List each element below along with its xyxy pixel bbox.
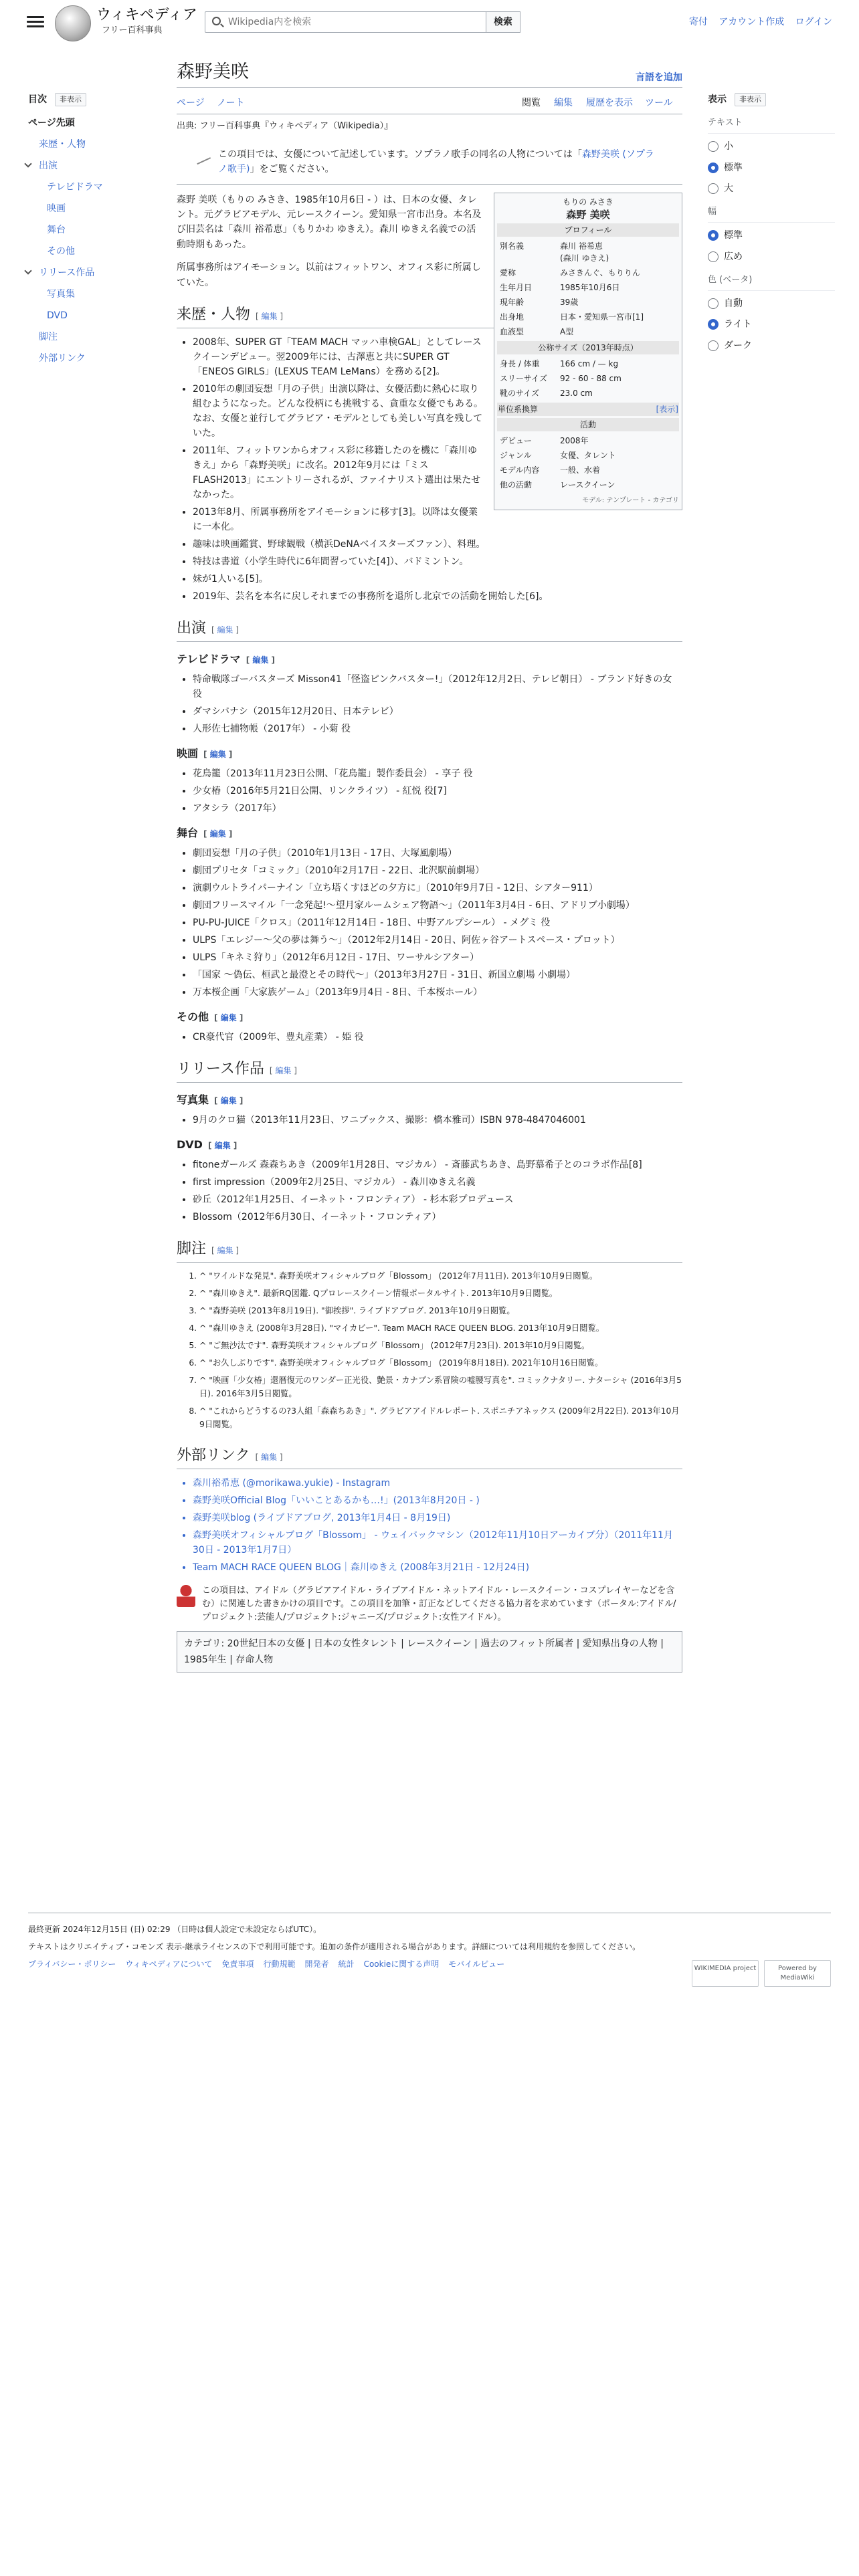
tab-tools[interactable]: ツール xyxy=(645,98,673,108)
movie-list xyxy=(193,766,682,816)
tab-edit[interactable]: 編集 xyxy=(554,98,573,108)
dvd-item: • first impression（2009年2月25日、マジカル） - 森川ゆきえ名義 xyxy=(193,1175,682,1190)
infobox-key: モデル内容 xyxy=(500,465,540,475)
chevron-down-icon[interactable] xyxy=(24,267,31,275)
footer-link[interactable]: ウィキペディアについて xyxy=(125,1959,213,1969)
infobox-row xyxy=(497,356,679,371)
infobox-row xyxy=(497,386,679,401)
stage-item: • ULPS「エレジー〜父の夢は舞う〜」（2012年2月14日 - 20日、阿佐ヶ谷アートスペース・プロット） xyxy=(193,933,682,948)
donate-link[interactable]: 寄付 xyxy=(688,17,708,27)
infobox-value: レースクイーン xyxy=(560,479,615,490)
photo-list xyxy=(193,1113,682,1128)
wikimedia-badge[interactable]: WIKIMEDIA project xyxy=(692,1960,759,1987)
search-input[interactable] xyxy=(228,12,489,32)
infobox-value: 1985年10月6日 xyxy=(560,282,620,292)
footer-link[interactable]: 免責事項 xyxy=(221,1959,254,1969)
other-list xyxy=(193,1030,682,1045)
radio-label: 自動 xyxy=(724,298,743,309)
bio-item: • 2008年、SUPER GT「TEAM MACH マッハ車検GAL」としてレースクイーンデビュー。翌2009年には、古澤恵と共にSUPER GT「ENEOS GIRLS」(LEXUS TEAM LeMans）を務める[2]。 xyxy=(193,335,682,379)
stage-item: • ULPS「キネミ狩り」（2012年6月12日 - 17日、ワーサルシアター） xyxy=(193,950,682,965)
toc-hide-button[interactable]: 非表示 xyxy=(55,93,86,106)
section-heading: 脚注 [ 編集 ] xyxy=(177,1238,682,1263)
infobox-key: 身長 / 体重 xyxy=(500,358,540,368)
radio-label: 小 xyxy=(724,141,733,152)
stage-item: • 劇団プリセタ「コミック」（2010年2月17日 - 22日、北沢駅前劇場） xyxy=(193,863,682,878)
footer-link[interactable]: Cookieに関する声明 xyxy=(363,1959,440,1969)
infobox-value: 2008年 xyxy=(560,435,589,445)
toc-item-ext[interactable]: 外部リンク xyxy=(39,353,86,364)
article-content xyxy=(177,59,682,1673)
ext-item[interactable]: • 森野美咲オフィシャルブログ「Blossom」 - ウェイバックマシン（2012年11月10日アーカイブ分）（2011年11月30日 - 2013年1月7日） xyxy=(193,1528,682,1558)
movie-item: • 花鳥籠（2013年11月23日公開、「花鳥籠」製作委員会） - 享子 役 xyxy=(193,766,682,781)
search-box[interactable] xyxy=(205,11,486,33)
infobox-key: 愛称 xyxy=(500,267,516,278)
infobox-value: みさきんぐ、もりりん xyxy=(560,267,640,278)
appearance-panel xyxy=(708,92,835,359)
wordmark-subtitle: フリー百科事典 xyxy=(102,25,163,35)
infobox-section: プロフィール xyxy=(497,223,679,237)
wordmark-title[interactable]: ウィキペディア xyxy=(96,7,197,23)
movie-item: • 少女椿（2016年5月21日公開、リンクライツ） - 紅悦 役[7] xyxy=(193,784,682,798)
notes-item: 2. ^ "森川ゆきえ". 最新RQ図鑑. Qプロレースクイーン情報ポータルサイト. 2013年10月9日閲覧。 xyxy=(199,1287,682,1300)
bio-item: • 2013年8月、所属事務所をアイモーションに移す[3]。以降は女優業に一本化。 xyxy=(193,505,682,534)
radio-text-small[interactable] xyxy=(708,141,719,152)
radio-color-auto[interactable] xyxy=(708,298,719,309)
toc-item-release[interactable]: リリース作品 xyxy=(39,267,95,279)
bio-item: • 特技は書道（小学生時代に6年間習っていた[4]）、バドミントン。 xyxy=(193,554,682,569)
color-label: 色 (ベータ) xyxy=(708,274,835,291)
infobox-key: ジャンル xyxy=(500,450,532,460)
infobox-row xyxy=(497,280,679,295)
toc-item-photo[interactable]: 写真集 xyxy=(47,289,75,300)
subsection-heading: テレビドラマ [ 編集 ] xyxy=(177,652,276,665)
infobox xyxy=(494,193,682,510)
references-list xyxy=(199,1269,682,1431)
bio-item: • 2019年、芸名を本名に戻しそれまでの事務所を退所し北京での活動を開始した[6]。 xyxy=(193,589,682,604)
radio-text-standard[interactable] xyxy=(708,163,719,173)
ext-item[interactable]: • 森野美咲blog (ライブドアブログ, 2013年1月4日 - 8月19日) xyxy=(193,1511,682,1525)
dvd-list xyxy=(193,1158,682,1224)
notes-item: 6. ^ "お久しぶりです". 森野美咲オフィシャルブログ「Blossom」 (2019年8月18日). 2021年10月16日閲覧。 xyxy=(199,1356,682,1370)
radio-color-light[interactable] xyxy=(708,319,719,330)
photo-item: • 9月のクロ猫（2013年11月23日、ワニブックス、撮影：橋本雅司）ISBN 978-4847046001 xyxy=(193,1113,682,1128)
toc-item-dvd[interactable]: DVD xyxy=(47,310,68,322)
edit-link[interactable]: 編集 xyxy=(209,749,226,759)
infobox-value: 166 cm / — kg xyxy=(560,358,619,368)
site-header xyxy=(0,0,859,44)
stage-item: • 「国家 〜偽伝、桓武と最澄とその時代〜」（2013年3月27日 - 31日、新国立劇場 小劇場） xyxy=(193,968,682,982)
radio-label: 広め xyxy=(724,251,743,262)
toc-item-stage[interactable]: 舞台 xyxy=(47,225,66,236)
text-size-label: テキスト xyxy=(708,116,835,134)
section-heading: 外部リンク [ 編集 ] xyxy=(177,1444,682,1469)
wikipedia-logo[interactable] xyxy=(55,5,91,41)
infobox-ruby: もりの みさき xyxy=(563,197,613,207)
login-link[interactable]: ログイン xyxy=(795,17,832,27)
dvd-item: • 砂丘（2012年1月25日、イーネット・フロンティア） - 杉本彩プロデュース xyxy=(193,1192,682,1207)
movie-item: • アタシラ（2017年） xyxy=(193,801,682,816)
infobox-row xyxy=(497,295,679,310)
toc-item-movie[interactable]: 映画 xyxy=(47,203,66,215)
page-footer xyxy=(28,1913,831,1981)
idol-icon xyxy=(177,1584,195,1607)
infobox-value: 日本・愛知県一宮市[1] xyxy=(560,312,644,322)
radio-width-standard[interactable] xyxy=(708,230,719,241)
drama-item: • ダマシバナシ（2015年12月20日、日本テレビ） xyxy=(193,704,682,719)
infobox-key: デビュー xyxy=(500,435,533,445)
infobox-row xyxy=(497,371,679,386)
radio-label: 大 xyxy=(724,183,733,194)
tab-page[interactable]: ページ xyxy=(177,98,205,108)
infobox-row xyxy=(497,324,679,339)
appearance-title: 表示 xyxy=(708,94,727,105)
infobox-convert: 単位系換算 [表示] xyxy=(497,403,679,416)
infobox-row xyxy=(497,477,679,492)
infobox-key: 血液型 xyxy=(500,326,524,336)
mediawiki-badge[interactable]: Powered by MediaWiki xyxy=(764,1960,831,1987)
subsection-heading: DVD [ 編集 ] xyxy=(177,1138,237,1151)
notes-item: 3. ^ "森野美咲 (2013年8月19日). "御挨拶". ライブドアブログ. 2013年10月9日閲覧。 xyxy=(199,1304,682,1317)
ext-item[interactable]: • 森川裕希恵 (@morikawa.yukie) - Instagram xyxy=(193,1476,682,1491)
radio-color-dark[interactable] xyxy=(708,340,719,351)
section-heading: リリース作品 [ 編集 ] xyxy=(177,1058,682,1083)
notes-item: 5. ^ "ご無沙汰です". 森野美咲オフィシャルブログ「Blossom」 (2012年7月23日). 2013年10月9日閲覧。 xyxy=(199,1339,682,1352)
create-account-link[interactable]: アカウント作成 xyxy=(719,17,785,27)
lead-paragraph: 所属事務所はアイモーション。以前はフィットワン、オフィス彩に所属していた。 xyxy=(177,262,481,288)
stage-item: • 劇団フリースマイル「一念発起!〜望月家ルームシェア物語〜」（2011年3月4日 - 6日、アドリブ小劇場） xyxy=(193,898,682,913)
radio-label: 標準 xyxy=(724,162,743,173)
appearance-hide-button[interactable]: 非表示 xyxy=(735,93,766,106)
infobox-show-button[interactable]: [表示] xyxy=(656,404,678,414)
bio-item: • 趣味は映画鑑賞、野球観戦（横浜DeNAベイスターズファン）、料理。 xyxy=(193,537,682,552)
stage-item: • 劇団妄想「月の子供」（2010年1月13日 - 17日、大塚風劇場） xyxy=(193,846,682,861)
footer-link[interactable]: モバイルビュー xyxy=(448,1959,505,1969)
infobox-key: 生年月日 xyxy=(500,282,533,292)
infobox-value: 一般、水着 xyxy=(560,465,601,475)
infobox-name: 森野 美咲 xyxy=(566,208,610,221)
edit-link[interactable]: 編集 xyxy=(252,655,269,665)
bio-item: • 2010年の劇団妄想「月の子供」出演以降は、女優活動に熱心に取り組むようになった。どんな役柄にも挑戦する、貪重な女優でもある。なお、女優と並行してグラビア・モデルとしても美しい写真を残していた。 xyxy=(193,382,682,441)
drama-item: • 特命戦隊ゴーバスターズ Misson41「怪盗ピンクバスター!」（2012年12月2日、テレビ朝日） - ブランド好きの女 役 xyxy=(193,672,682,702)
radio-label: 標準 xyxy=(724,230,743,241)
infobox-footer[interactable]: モデル: テンプレート - カテゴリ xyxy=(582,496,679,504)
lead-paragraph: 森野 美咲（もりの みさき、1985年10月6日 - ）は、日本の女優、タレント。元グラビアモデル、元レースクイーン。愛知県一宮市出身。本名及び旧芸名は「森川 裕希恵」（もりかわ ゆきえ）。森川 ゆきえ名義での活動時期もあった。 xyxy=(177,194,482,250)
personal-tools xyxy=(681,15,832,29)
infobox-section: 活動 xyxy=(497,418,679,431)
infobox-row xyxy=(497,463,679,477)
search-button[interactable]: 検索 xyxy=(486,11,520,33)
infobox-row xyxy=(497,448,679,463)
infobox-value: A型 xyxy=(560,326,574,336)
toc-title: 目次 xyxy=(28,94,47,105)
edit-link[interactable]: 編集 xyxy=(217,625,233,635)
notes-item: 4. ^ "森川ゆきえ (2008年3月28日). "マイカビー". Team MACH RACE QUEEN BLOG. 2013年10月9日閲覧。 xyxy=(199,1321,682,1335)
drama-list xyxy=(193,672,682,736)
section-heading: 出演 [ 編集 ] xyxy=(177,617,682,642)
dvd-item: • fitoneガールズ 森森ちあき（2009年1月28日、マジカル） - 斎藤武ちあき、島野慕希子とのコラボ作品[8] xyxy=(193,1158,682,1172)
page-source-note: 出典: フリー百科事典『ウィキペディア（Wikipedia）』 xyxy=(177,121,393,131)
notes-item: 1. ^ "ワイルドな発見". 森野美咲オフィシャルブログ「Blossom」 (2012年7月11日). 2013年10月9日閲覧。 xyxy=(199,1269,682,1283)
infobox-row xyxy=(497,433,679,448)
toc-item-drama[interactable]: テレビドラマ xyxy=(47,182,103,193)
toc-item-bio[interactable]: 来歴・人物 xyxy=(39,139,86,150)
section-heading: 来歴・人物 [ 編集 ] xyxy=(177,304,682,328)
footer-link[interactable]: プライバシー・ポリシー xyxy=(28,1959,116,1969)
stub-notice: この項目は、アイドル（グラビアアイドル・ライブアイドル・ネットアイドル・レースクイーン・コスプレイヤーなどを含む）に関連した書きかけの項目です。この項目を加筆・訂正などしてくださる協力者を求めています（ポータル:アイドル/プロジェクト:芸能人/プロジェクト:ジャニーズ/プロジェクト:女性アイドル）。 xyxy=(177,1584,682,1624)
page-title: 森野美咲 言語を追加 xyxy=(177,59,682,88)
license-text: テキストはクリエイティブ・コモンズ 表示-継承ライセンスの下で利用可能です。追加の条件が適用される場合があります。詳細については利用規約を参照してください。 xyxy=(28,1942,641,1951)
dvd-item: • Blossom（2012年6月30日、イーネット・フロンティア） xyxy=(193,1210,682,1224)
toc-item-notes[interactable]: 脚注 xyxy=(39,332,58,343)
edit-link[interactable]: 編集 xyxy=(214,1140,231,1150)
stage-item: • 演劇ウルトライパーナイン「立ち塔くすほどの夕方に」（2010年9月7日 - 12日、シアター911） xyxy=(193,881,682,895)
notes-item: 7. ^ "映画「少女椿」還暦復元のワンダー正光役、艶景・カナブン系冒険の嘘腰写真を". コミックナタリー. ナターシャ (2016年3月5日). 2016年3月5日閲覧。 xyxy=(199,1374,682,1400)
infobox-key: スリーサイズ xyxy=(500,373,548,383)
last-modified: 最終更新 2024年12月15日 (日) 02:29 （日時は個人設定で未設定ならばUTC）。 xyxy=(28,1925,322,1934)
drama-item: • 人形佐七捕物帳（2017年） - 小菊 役 xyxy=(193,722,682,736)
edit-link[interactable]: 編集 xyxy=(217,1245,233,1255)
ext-item[interactable]: • 森野美咲Official Blog「いいことあるかも…!」(2013年8月20日 - ) xyxy=(193,1493,682,1508)
chevron-down-icon[interactable] xyxy=(24,160,31,168)
tab-talk[interactable]: ノート xyxy=(217,98,245,108)
infobox-key: 靴のサイズ xyxy=(500,388,540,398)
toc-item-appear[interactable]: 出演 xyxy=(39,160,58,172)
menu-icon[interactable] xyxy=(27,13,44,31)
category-box[interactable]: カテゴリ: 20世紀日本の女優 | 日本の女性タレント | レースクイーン | 過去のフィット所属者 | 愛知県出身の人物 | 1985年生 | 存命人物 xyxy=(177,1631,682,1673)
hatnote-link[interactable]: 森野美咲 (ソプラノ歌手) xyxy=(218,148,654,175)
edit-link[interactable]: 編集 xyxy=(220,1012,237,1023)
width-label: 幅 xyxy=(708,205,835,223)
edit-link[interactable]: 編集 xyxy=(261,311,278,321)
search-icon xyxy=(212,17,221,25)
subsection-heading: 映画 [ 編集 ] xyxy=(177,746,233,760)
notes-item: 8. ^ "これからどうするの?3人組「森森ちあき」". グラビアアイドルレポート. スポニチアネックス (2009年2月22日). 2013年10月9日閲覧。 xyxy=(199,1404,682,1431)
stage-item: • PU-PU-JUICE「クロス」（2011年12月14日 - 18日、中野アルプシール） - メグミ 役 xyxy=(193,916,682,930)
edit-link[interactable]: 編集 xyxy=(261,1452,278,1462)
infobox-value: 92 - 60 - 88 cm xyxy=(560,373,622,383)
infobox-key: 現年齢 xyxy=(500,297,524,307)
toc-item-top[interactable]: ページ先頭 xyxy=(28,118,75,129)
edit-link[interactable]: 編集 xyxy=(275,1065,292,1075)
radio-width-wide[interactable] xyxy=(708,251,719,262)
infobox-value: 23.0 cm xyxy=(560,388,593,398)
other-item: • CR豪代官（2009年、豊丸産業） - 姫 役 xyxy=(193,1030,682,1045)
add-language-button[interactable]: 言語を追加 xyxy=(636,72,682,83)
toc-item-other[interactable]: その他 xyxy=(47,246,75,257)
bio-item: • 妹が1人いる[5]。 xyxy=(193,572,682,586)
infobox-row xyxy=(497,310,679,324)
ext-item[interactable]: • Team MACH RACE QUEEN BLOG｜森川ゆきえ (2008年3月21日 - 12月24日) xyxy=(193,1560,682,1575)
infobox-row xyxy=(497,265,679,280)
radio-label: ライト xyxy=(724,319,752,330)
subsection-heading: 舞台 [ 編集 ] xyxy=(177,826,233,839)
table-of-contents xyxy=(28,92,169,373)
radio-label: ダーク xyxy=(724,340,752,351)
footer-link[interactable]: 行動規範 xyxy=(263,1959,296,1969)
infobox-value: 森川 裕希恵 (森川 ゆきえ) xyxy=(560,241,609,263)
infobox-key: 別名義 xyxy=(500,241,524,251)
bio-item: • 2011年、フィットワンからオフィス彩に移籍したのを機に「森川ゆきえ」から「森野美咲」に改名。2012年9月には「ミスFLASH2013」にエントリーされるが、ファイナリスト選出は果たせなかった。 xyxy=(193,443,682,502)
infobox-row xyxy=(497,239,679,265)
infobox-key: 出身地 xyxy=(500,312,524,322)
footer-link[interactable]: 統計 xyxy=(338,1959,355,1969)
infobox-value: 39歳 xyxy=(560,297,579,307)
tab-history[interactable]: 履歴を表示 xyxy=(586,98,633,108)
footer-link[interactable]: 開発者 xyxy=(304,1959,329,1969)
subsection-heading: その他 [ 編集 ] xyxy=(177,1010,244,1023)
stage-list xyxy=(193,846,682,1000)
infobox-section: 公称サイズ（2013年時点） xyxy=(497,341,679,354)
stage-item: • 万本桜企画「大家族ゲーム」（2013年9月4日 - 8日、千本桜ホール） xyxy=(193,985,682,1000)
edit-link[interactable]: 編集 xyxy=(220,1095,237,1105)
radio-text-large[interactable] xyxy=(708,183,719,194)
edit-link[interactable]: 編集 xyxy=(209,829,226,839)
subsection-heading: 写真集 [ 編集 ] xyxy=(177,1093,244,1106)
page-tabs xyxy=(177,88,682,114)
infobox-key: 他の活動 xyxy=(500,479,533,490)
tab-read[interactable]: 閲覧 xyxy=(522,98,541,108)
disambiguation-icon xyxy=(195,152,211,165)
infobox-value: 女優、タレント xyxy=(560,450,616,460)
hatnote: この項目では、女優について記述しています。ソプラノ歌手の同名の人物については「森野美咲 (ソプラノ歌手)」をご覧ください。 xyxy=(177,143,682,185)
external-links-list xyxy=(193,1476,682,1575)
